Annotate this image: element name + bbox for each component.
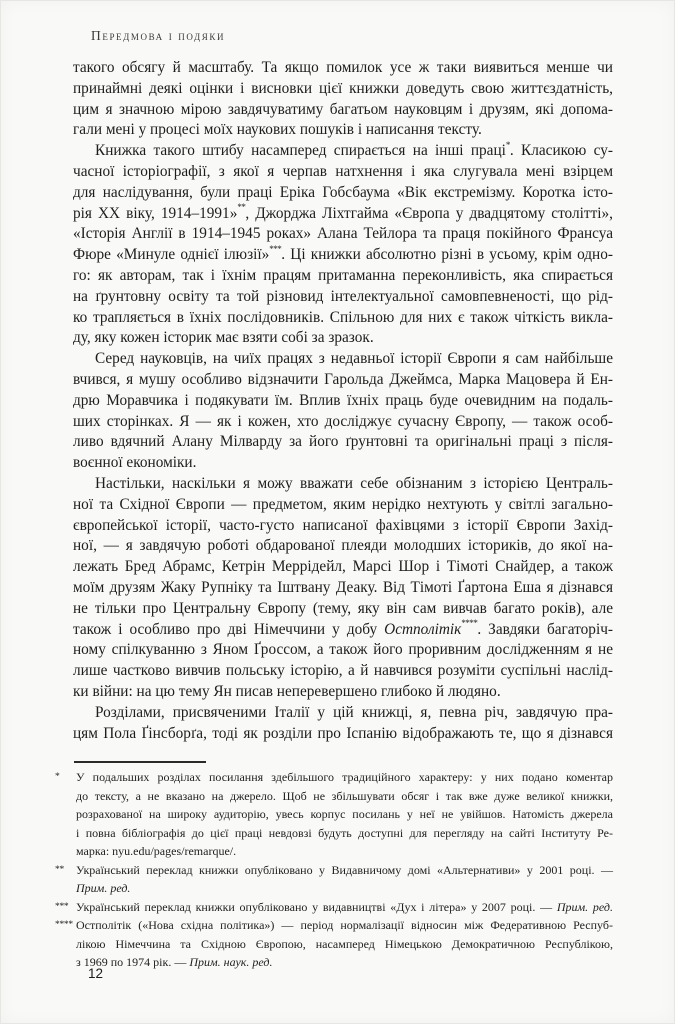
- footnote: [55, 768, 613, 861]
- footnote-marker: *: [55, 772, 60, 782]
- paragraph: [73, 141, 613, 349]
- text-line: ших сторінках. Я — як і кожен, хто досліджує сучасну Європу, — також особ-: [73, 412, 613, 430]
- text-line: лише частково вивчив польську історію, а й навчився розуміти суспільні наслід-: [73, 662, 613, 680]
- text-line: не тільки про Центральну Європу (тему, яку він сам вивчав багато років), але: [73, 599, 613, 617]
- text-line: Фюре «Минуле однієї ілюзії»***. Ці книжки абсолютно різні в усьому, крім одно-: [73, 244, 613, 264]
- text-line: цим я значною мірою завдячуватиму багатьом науковцям і друзям, які допома-: [73, 100, 613, 118]
- paragraph: [73, 703, 613, 745]
- text-line: на ґрунтовну освіту та той різновид інтелектуальної самовпевненості, що рід-: [73, 287, 613, 305]
- text-line: ду, яку кожен історик має взяти собі за зразок.: [73, 329, 374, 347]
- footnote-marker: ****: [55, 920, 73, 930]
- text-line: «Історія Англії в 1914–1945 роках» Алана Тейлора та праця покійного Франсуа: [73, 225, 613, 243]
- footnote-marker: ***: [55, 901, 69, 912]
- footnote: [55, 861, 613, 898]
- text-line: цям Пола Ґінсборґа, тоді як розділи про Іспанію відображають те, що я дізнався: [73, 724, 613, 742]
- text-line: такого обсягу й масштабу. Та якщо помилок усе ж таки виявиться менше чи: [73, 59, 613, 76]
- text-line: Настільки, наскільки я можу вважати себе обізнаним з історією Централь-: [95, 474, 613, 492]
- text-line: ної, — я завдячую роботі обдарованої плеяди молодших істориків, до якої на-: [73, 537, 613, 555]
- text-line: Український переклад книжки опубліковано у видавництві «Дух і літера» у 2007 році. — Прим. ред.: [76, 899, 613, 914]
- text-line: для наслідування, були праці Еріка Гобсбаума «Вік екстремізму. Коротка істо-: [73, 183, 613, 201]
- text-line: го: як авторам, так і їхнім працям притаманна переконливість, яка спирається: [73, 266, 613, 284]
- footnotes: [55, 768, 613, 972]
- text-line: моїм друзям Жаку Рупніку та Іштвану Деаку. Від Тімоті Ґартона Еша я дізнався: [73, 578, 613, 596]
- text-line: гали мені у процесі моїх наукових пошуків і написання тексту.: [73, 121, 482, 139]
- text-line: Серед науковців, на чиїх працях з недавньої історії Європи я сам найбільше: [95, 350, 613, 368]
- text-line: принаймні деякі оцінки і висновки цієї книжки доведуть свою життєздатність,: [73, 79, 613, 97]
- text-line: ному спілкуванню з Яном Ґроссом, а також його проривним дослідженням я не: [73, 641, 613, 659]
- footnote-separator-rule: [74, 761, 206, 763]
- text-line: Прим. ред.: [76, 881, 131, 895]
- page-number: 12: [88, 966, 104, 981]
- text-line: до тексту, а не вказано на джерело. Щоб не збільшувати обсяг і так вже дуже великої книжки,: [76, 788, 613, 803]
- text-line: ки війни: на цю тему Ян писав неперевершено глибоко й людяно.: [73, 682, 501, 700]
- footnote: [55, 898, 613, 917]
- text-line: розрахованої на широку аудиторію, увесь корпус посилань у неї не увійшов. Натомість джерела: [76, 807, 613, 821]
- text-line: воєнної економіки.: [73, 454, 197, 472]
- text-line: вчився, я мушу особливо відзначити Гарольда Джеймса, Марка Мацовера й Ен-: [73, 370, 613, 388]
- text-line: і повна бібліографія до цієї праці невдовзі будуть доступні для перегляду на сайті Інституту Ре-: [76, 825, 613, 840]
- footnote-marker: **: [55, 864, 64, 875]
- body-text: [73, 58, 613, 744]
- paragraph: [73, 349, 613, 474]
- text-line: лікою Німеччина та Східною Європою, насамперед Німецькою Демократичною Республікою,: [76, 936, 613, 951]
- paragraph: [73, 474, 613, 703]
- text-line: ко трапляється в їхніх послідовників. Спільною для них є також чіткість викла-: [73, 308, 613, 326]
- text-line: Остполітік («Нова східна політика») — період нормалізації відносин між Федеративною Респуб-: [76, 918, 613, 932]
- footnote: [55, 916, 613, 972]
- text-line: рія XX віку, 1914–1991»**, Джорджа Ліхтгайма «Європа у двадцятому столітті»,: [73, 202, 613, 222]
- text-line: також і особливо про дві Німеччини у добу Остполітік****. Завдяки багаторіч-: [73, 618, 613, 638]
- text-line: лежать Бред Абрамс, Кетрін Меррідейл, Марсі Шор і Тімоті Снайдер, а також: [73, 558, 613, 576]
- paragraph: [73, 58, 613, 141]
- text-line: Розділами, присвяченими Італії у цій книжці, я, певна річ, завдячую пра-: [95, 703, 613, 721]
- text-line: У подальших розділах посилання здебільшого традиційного характеру: у них подано коментар: [76, 770, 613, 784]
- text-line: часної історіографії, з якої я черпав натхнення і яка слугувала мені взірцем: [73, 162, 613, 180]
- text-line: з 1969 по 1974 рік. — Прим. наук. ред.: [76, 955, 273, 969]
- running-header: Передмова і подяки: [91, 28, 226, 43]
- text-line: ливо вдячний Алану Мілварду за його ґрунтовні та оригінальні праці з після-: [73, 433, 613, 451]
- text-line: Книжка такого штибу насамперед спирається на інші праці*. Класикою су-: [95, 140, 613, 160]
- text-line: дрю Моравчика і подякувати їм. Вплив їхніх праць буде очевидним на подаль-: [73, 391, 613, 409]
- text-line: європейської історії, часто-густо написаної фахівцями з історії Європи Захід-: [73, 516, 613, 534]
- text-line: марка: nyu.edu/pages/remarque/.: [76, 844, 237, 858]
- text-line: Український переклад книжки опубліковано у Видавничому домі «Альтернативи» у 2001 році. —: [76, 862, 613, 877]
- text-line: ної та Східної Європи — предметом, яким нерідко нехтують у світлі загально-: [73, 495, 613, 513]
